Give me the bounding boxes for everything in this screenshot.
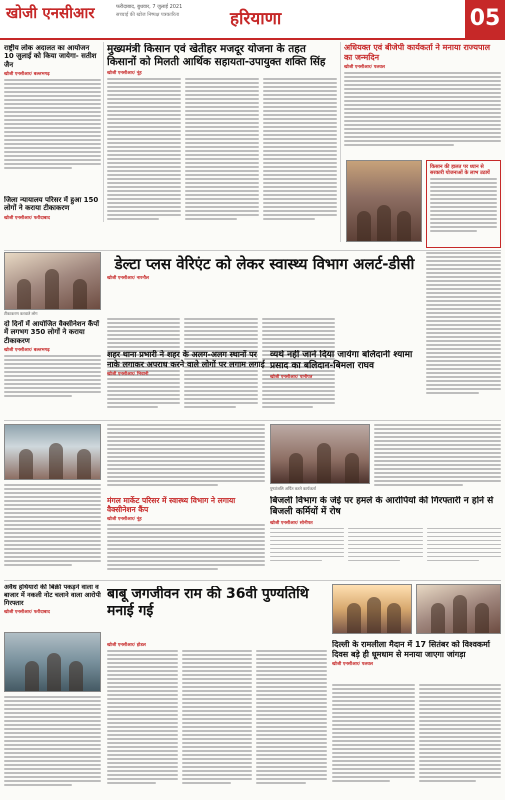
photo-arrest bbox=[4, 632, 101, 692]
photo-balidan bbox=[270, 424, 370, 484]
byline: खोजी एनसीआर/ पलवल bbox=[332, 662, 373, 668]
arrest-body bbox=[4, 696, 101, 796]
row-rule bbox=[4, 250, 501, 251]
byline: खोजी एनसीआर/ नूंह bbox=[107, 71, 142, 77]
masthead bbox=[0, 0, 505, 40]
byline: खोजी एनसीआर/ फरीदाबाद bbox=[4, 215, 50, 221]
story-abhiyan bbox=[344, 43, 501, 155]
row-rule bbox=[4, 420, 501, 421]
photo-abhiyan bbox=[346, 160, 422, 242]
body-text bbox=[270, 528, 501, 564]
headline: अधियक्त एवं बीजेपी कार्यकर्ता ने मनाया राज्यपाल का जन्मदिन bbox=[344, 43, 491, 62]
body-text bbox=[4, 355, 101, 397]
story-delta bbox=[107, 255, 422, 315]
headline: राष्ट्रीय लोक अदालत का आयोजन 10 जुलाई को किया जायेगा- सतीश जैन bbox=[4, 44, 97, 69]
row-rule bbox=[4, 580, 501, 581]
story-shahar bbox=[107, 350, 265, 418]
headline: व्यर्थ नहीं जाने दिया जायेगा बलिदानी श्यामा प्रसाद का बलिदान-बिमला राघव bbox=[270, 350, 413, 371]
byline: खोजी एनसीआर/ भिवानी bbox=[107, 372, 149, 378]
caption: टीकाकरण करवाते लोग bbox=[4, 311, 38, 316]
section-title: हरियाणा bbox=[230, 9, 282, 29]
story-arrest bbox=[4, 584, 101, 630]
headline: बाबू जगजीवन राम की 36वी पुण्यतिथि मनाई गई bbox=[107, 586, 309, 619]
vaccination-body bbox=[4, 484, 101, 578]
photo-bijli bbox=[332, 584, 412, 634]
story-bijli bbox=[270, 496, 501, 578]
tagline: सच्चाई की खोज निष्पक्ष पत्रकारिता bbox=[116, 12, 180, 18]
headline: शहर थाना प्रभारी ने शहर के अलग-अलग स्थानों पर नाके लगाकर अपराध करने वाले लोगों पर लगाम लगाई bbox=[107, 350, 265, 369]
body-text bbox=[107, 524, 265, 570]
body-text bbox=[4, 79, 101, 169]
column-rule bbox=[103, 42, 104, 222]
photo-jagjivan bbox=[416, 584, 501, 634]
shahar-body bbox=[107, 424, 265, 494]
body-text bbox=[344, 72, 501, 146]
story-kisan bbox=[107, 43, 337, 248]
byline: खोजी एनसीआर/ बल्लभगढ़ bbox=[4, 348, 50, 354]
balidan-body bbox=[374, 424, 501, 494]
body-text bbox=[107, 78, 337, 222]
ad-box bbox=[426, 160, 501, 248]
ad-body bbox=[430, 178, 497, 232]
story-mangal bbox=[107, 496, 265, 578]
story-balidan bbox=[270, 350, 422, 418]
headline: मुख्यमंत्री किसान एवं खेतीहर मजदूर योजना के तहत किसानों को मिलती आर्थिक सहायता-उपायुक्त शक्ति सिंह bbox=[107, 43, 326, 68]
byline: खोजी एनसीआर/ पलवल bbox=[344, 65, 385, 71]
story-vaccination bbox=[4, 320, 101, 418]
photo-vaccination bbox=[4, 424, 101, 480]
ramlila-body bbox=[332, 684, 501, 796]
ad-text: किसान की हालत पर ध्यान से सरकारी योजनाओं के लाभ उठायें bbox=[430, 164, 490, 176]
byline: खोजी एनसीआर/ सोनीपत bbox=[270, 520, 313, 526]
photo-tikakaran bbox=[4, 252, 101, 310]
byline: खोजी एनसीआर/ बल्लभगढ़ bbox=[4, 72, 50, 78]
byline: खोजी एनसीआर/ होडल bbox=[107, 643, 146, 648]
headline: मंगल मार्केट परिसर में स्वास्थ्य विभाग ने लगाया वैक्सीनेशन कैंप bbox=[107, 496, 236, 514]
brand-logo: खोजी एनसीआर bbox=[6, 4, 95, 22]
byline: खोजी एनसीआर/ फरीदाबाद bbox=[4, 610, 50, 616]
story-ramlila bbox=[332, 640, 501, 680]
story-lok-adalat bbox=[4, 44, 101, 194]
byline: खोजी एनसीआर/ पानीपत bbox=[270, 374, 313, 380]
right-column-body bbox=[426, 252, 501, 418]
headline: बिजली विभाग के जेई पर हमले के आरोपियों की गिरफ्तारी न होने से बिजली कर्मियों में रोष bbox=[270, 496, 494, 517]
headline: डेल्टा प्लस वेरिएंट को लेकर स्वास्थ्य विभाग अलर्ट-डीसी bbox=[114, 255, 415, 273]
headline: दो दिनों में आयोजित वैक्सीनेशन कैंपों में लगभग 350 लोगों ने कराया टीकाकरण bbox=[4, 320, 100, 345]
headline: अवैध हथियारों की बिक्री पकड़ने वाला व बाजार में नकली नोट चलाने वाला आरोपी गिरफ्तार bbox=[4, 584, 101, 607]
page-number: 05 bbox=[465, 0, 505, 38]
dateline: फरीदाबाद, बुधवार, 7 जुलाई 2021 bbox=[116, 4, 183, 10]
headline: जिला न्यायालय परिसर में हुआ 150 लोगों ने कराया टीकाकरण bbox=[4, 196, 99, 213]
story-jagjivan bbox=[107, 586, 327, 634]
caption: पुष्पांजलि अर्पित करते कार्यकर्ता bbox=[270, 486, 316, 491]
column-rule bbox=[340, 42, 341, 242]
byline: खोजी एनसीआर/ नारनौल bbox=[107, 276, 149, 281]
headline: दिल्ली के रामलीला मैदान में 17 सितंबर को विश्वकर्मा दिवस बड़े ही धूमधाम से मनाया जाएगा जांगड़ा bbox=[332, 640, 490, 659]
jagjivan-body bbox=[107, 640, 327, 796]
byline: खोजी एनसीआर/ नूंह bbox=[107, 517, 142, 522]
story-tikakaran bbox=[4, 196, 101, 248]
